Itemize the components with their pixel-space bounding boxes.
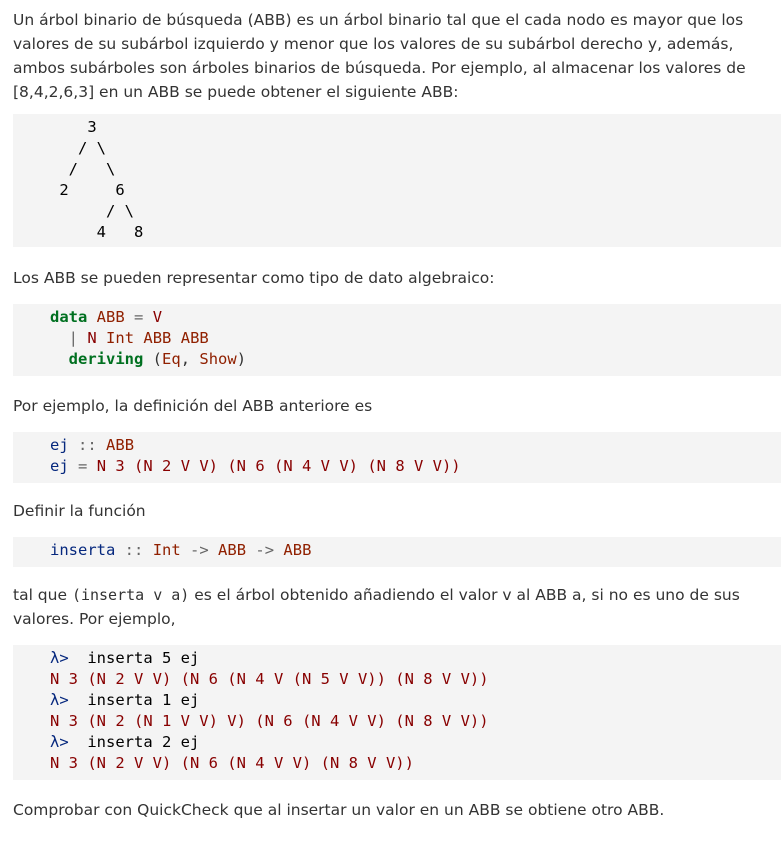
ej-definition-equals: = <box>78 457 88 475</box>
comma: , <box>180 350 191 368</box>
specification-prefix: tal que <box>13 586 72 604</box>
specification-paragraph <box>13 583 781 631</box>
examples-code <box>13 645 781 780</box>
keyword-data: data <box>50 308 88 326</box>
bar-operator: | <box>68 329 79 347</box>
example-output: N 3 (N 2 (N 1 V V) V) (N 6 (N 4 V V) (N 8 V V)) <box>50 712 489 730</box>
ej-definition-name: ej <box>50 457 69 475</box>
intro-paragraph: Un árbol binario de búsqueda (ABB) es un árbol binario tal que el cada nodo es mayor que los valores de su subárbol izquierdo y menor que los valores de su subárbol derecho y, además, ambos subárboles son árboles binarios de búsqueda. Por ejemplo, al almacenar los valores de [8,4,2,6,3] en un ABB se puede obtener el siguiente ABB: <box>13 11 746 101</box>
example-definition-code <box>13 432 781 483</box>
prompt-symbol: λ> <box>50 691 69 709</box>
data-declaration-code <box>13 304 781 376</box>
example-input: inserta 5 ej <box>87 649 200 667</box>
representation-paragraph: Los ABB se pueden representar como tipo de dato algebraico: <box>13 269 495 287</box>
inserta-name: inserta <box>50 541 116 559</box>
ej-signature-type: ABB <box>106 436 135 454</box>
prompt-symbol: λ> <box>50 649 69 667</box>
inserta-type-int: Int <box>152 541 181 559</box>
inserta-colons: :: <box>124 541 144 559</box>
keyword-deriving: deriving <box>68 350 144 368</box>
ej-signature-colons: :: <box>78 436 97 454</box>
ej-signature-name: ej <box>50 436 69 454</box>
class-show: Show <box>199 350 237 368</box>
specification-inline-code: (inserta v a) <box>71 586 190 604</box>
ej-definition-expression: N 3 (N 2 V V) (N 6 (N 4 V V) (N 8 V V)) <box>96 457 461 475</box>
class-eq: Eq <box>162 350 181 368</box>
specification-suffix: es el árbol obtenido añadiendo el valor v al ABB a, si no es uno de sus valores. Por ejemplo, <box>13 586 740 628</box>
type-abb-left: ABB <box>143 329 172 347</box>
inserta-arrow-2: -> <box>255 541 275 559</box>
prompt-symbol: λ> <box>50 733 69 751</box>
example-input: inserta 1 ej <box>87 691 200 709</box>
type-abb: ABB <box>96 308 125 326</box>
example-input: inserta 2 ej <box>87 733 200 751</box>
quickcheck-paragraph: Comprobar con QuickCheck que al insertar un valor en un ABB se obtiene otro ABB. <box>13 801 665 819</box>
define-function-paragraph: Definir la función <box>13 502 146 520</box>
abb-tree-diagram: 3 / \ / \ 2 6 / \ 4 8 <box>13 114 781 247</box>
example-definition-paragraph: Por ejemplo, la definición del ABB anteriore es <box>13 397 373 415</box>
inserta-arrow-1: -> <box>190 541 209 559</box>
type-int: Int <box>106 329 135 347</box>
constructor-v: V <box>152 308 163 326</box>
type-abb-right: ABB <box>180 329 209 347</box>
equals-operator: = <box>134 308 144 326</box>
inserta-type-abb-1: ABB <box>218 541 247 559</box>
inserta-type-abb-2: ABB <box>283 541 312 559</box>
example-output: N 3 (N 2 V V) (N 6 (N 4 V V) (N 8 V V)) <box>50 754 414 772</box>
close-paren: ) <box>236 350 247 368</box>
example-output: N 3 (N 2 V V) (N 6 (N 4 V (N 5 V V)) (N 8 V V)) <box>50 670 489 688</box>
inserta-signature-code <box>13 537 781 567</box>
constructor-n: N <box>87 329 97 347</box>
open-paren: ( <box>152 350 163 368</box>
